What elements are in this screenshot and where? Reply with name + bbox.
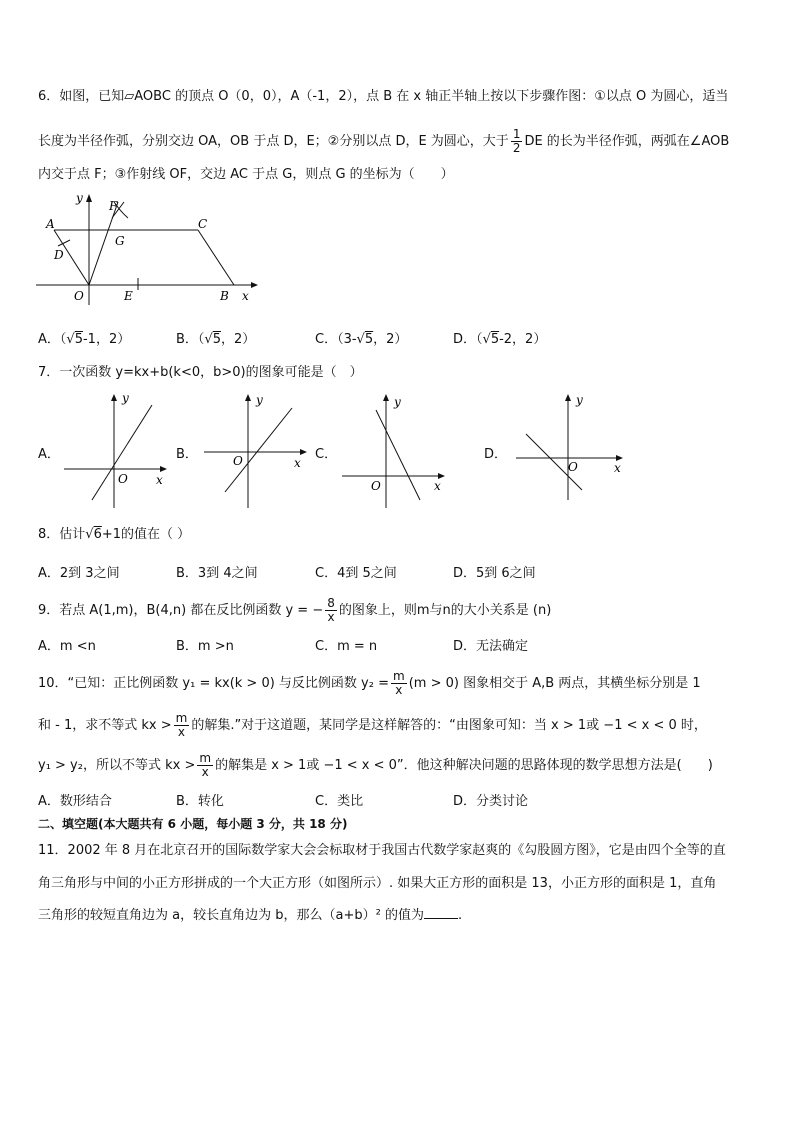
fig-label-a: A xyxy=(46,217,55,231)
q7-option-d-label[interactable]: D． xyxy=(484,447,508,462)
fig-label-g: G xyxy=(115,234,125,248)
q7-graph-a[interactable] xyxy=(60,390,170,510)
q6-option-b[interactable]: B．（√5，2） xyxy=(176,332,256,347)
q6-line1: 6．如图，已知▱AOBC 的顶点 O（0，0），A（-1，2），点 B 在 x 轴正半轴上按以下步骤作图：①以点 O 为圆心，适当 xyxy=(38,89,729,104)
q10-option-a[interactable]: A．数形结合 xyxy=(38,794,112,809)
q9-option-b[interactable]: B．m >n xyxy=(176,639,234,654)
fig-label-x: x xyxy=(242,289,249,303)
q7-graph-b[interactable] xyxy=(200,390,310,510)
fig-label-y: y xyxy=(76,191,83,205)
fig-label-f: F xyxy=(109,199,118,213)
q10-line2: 和 - 1，求不等式 kx > $\frac{m}{x}$ 的解集.”对于这道题，某同学是这样解答的：“由图象可知：当 x > 1或 −1 < x < 0 时， xyxy=(38,711,707,739)
q7c-x-label: x xyxy=(434,479,441,493)
q9-option-d[interactable]: D．无法确定 xyxy=(453,639,529,654)
q10-option-b[interactable]: B．转化 xyxy=(176,794,224,809)
q7-option-c-label[interactable]: C． xyxy=(315,447,338,462)
q7b-o-label: O xyxy=(233,454,243,468)
q9-option-a[interactable]: A．m <n xyxy=(38,639,96,654)
q9-stem: 9．若点 A(1,m)，B(4,n) 都在反比例函数 y = − $\frac{8}{x}$ 的图象上，则m与n的大小关系是 (n) xyxy=(38,596,552,624)
q7b-x-label: x xyxy=(294,456,301,470)
q6-line2-text-b: DE 的长为半径作弧，两弧在∠AOB xyxy=(524,134,730,149)
q8-option-c[interactable]: C．4到 5之间 xyxy=(315,566,397,581)
q10-option-c[interactable]: C．类比 xyxy=(315,794,364,809)
q7c-y-label: y xyxy=(394,395,401,409)
q10-fraction-1: $\frac{m}{x}$ xyxy=(393,669,405,697)
q8-option-d[interactable]: D．5到 6之间 xyxy=(453,566,536,581)
q6-fraction-half: $\frac{1}{2}$ xyxy=(512,127,521,155)
q8-option-a[interactable]: A．2到 3之间 xyxy=(38,566,120,581)
q11-line2: 角三角形与中间的小正方形拼成的一个大正方形（如图所示）. 如果大正方形的面积是 13，小正方形的面积是 1，直角 xyxy=(38,876,717,891)
q10-line3: y₁ > y₂，所以不等式 kx > $\frac{m}{x}$ 的解集是 x > 1或 −1 < x < 0”．他这种解决问题的思路体现的数学思想方法是( ) xyxy=(38,751,713,779)
q8-option-b[interactable]: B．3到 4之间 xyxy=(176,566,258,581)
q9-option-c[interactable]: C．m = n xyxy=(315,639,378,654)
fig-label-d: D xyxy=(54,248,64,262)
q7b-y-label: y xyxy=(256,393,263,407)
q11-line3: 三角形的较短直角边为 a，较长直角边为 b，那么（a+b）² 的值为 . xyxy=(38,908,463,923)
fig-label-b: B xyxy=(220,289,229,303)
fig-label-e: E xyxy=(124,289,133,303)
q7a-o-label: O xyxy=(118,472,128,486)
q6-line3: 内交于点 F；③作射线 OF，交边 AC 于点 G，则点 G 的坐标为（ ） xyxy=(38,167,454,182)
q7-stem: 7．一次函数 y=kx+b(k<0，b>0)的图象可能是（ ） xyxy=(38,365,363,380)
q6-figure xyxy=(36,190,266,306)
q6-line2-text-a: 长度为半径作弧，分别交边 OA，OB 于点 D，E；②分别以点 D，E 为圆心，大于 xyxy=(38,134,509,149)
q10-option-d[interactable]: D．分类讨论 xyxy=(453,794,529,809)
q11-line1: 11．2002 年 8 月在北京召开的国际数学家大会会标取材于我国古代数学家赵爽的《勾股圆方图》，它是由四个全等的直 xyxy=(38,843,726,858)
section-heading-fill-blank: 二、填空题(本大题共有 6 小题，每小题 3 分，共 18 分) xyxy=(38,817,348,831)
fig-label-c: C xyxy=(198,217,208,231)
q7-option-b-label[interactable]: B． xyxy=(176,447,198,462)
q6-option-d[interactable]: D．（√5-2，2） xyxy=(453,332,547,347)
q7-graph-d[interactable] xyxy=(512,390,627,510)
q7c-o-label: O xyxy=(371,479,381,493)
q11-answer-blank[interactable] xyxy=(424,906,458,919)
q10-line1: 10．“已知：正比例函数 y₁ = kx(k > 0) 与反比例函数 y₂ = $\frac{m}{x}$ (m > 0) 图象相交于 A,B 两点，其横坐标分别是 1 xyxy=(38,669,701,697)
q7-option-a-label[interactable]: A． xyxy=(38,447,60,462)
q7-graph-c[interactable] xyxy=(338,390,448,510)
q7d-x-label: x xyxy=(614,461,621,475)
q7a-y-label: y xyxy=(122,391,129,405)
q6-option-c[interactable]: C．（3-√5，2） xyxy=(315,332,408,347)
q6-line2 xyxy=(38,128,729,155)
q9-fraction: $\frac{8}{x}$ xyxy=(327,596,335,624)
fig-label-o: O xyxy=(74,289,84,303)
q6-option-a[interactable]: A．（√5-1，2） xyxy=(38,332,131,347)
q10-fraction-2: $\frac{m}{x}$ xyxy=(175,711,188,739)
q7a-x-label: x xyxy=(156,473,163,487)
q7d-o-label: O xyxy=(568,460,578,474)
q7d-y-label: y xyxy=(576,393,583,407)
q10-fraction-3: $\frac{m}{x}$ xyxy=(199,751,212,779)
q8-stem: 8．估计√6+1的值在（ ） xyxy=(38,527,191,542)
